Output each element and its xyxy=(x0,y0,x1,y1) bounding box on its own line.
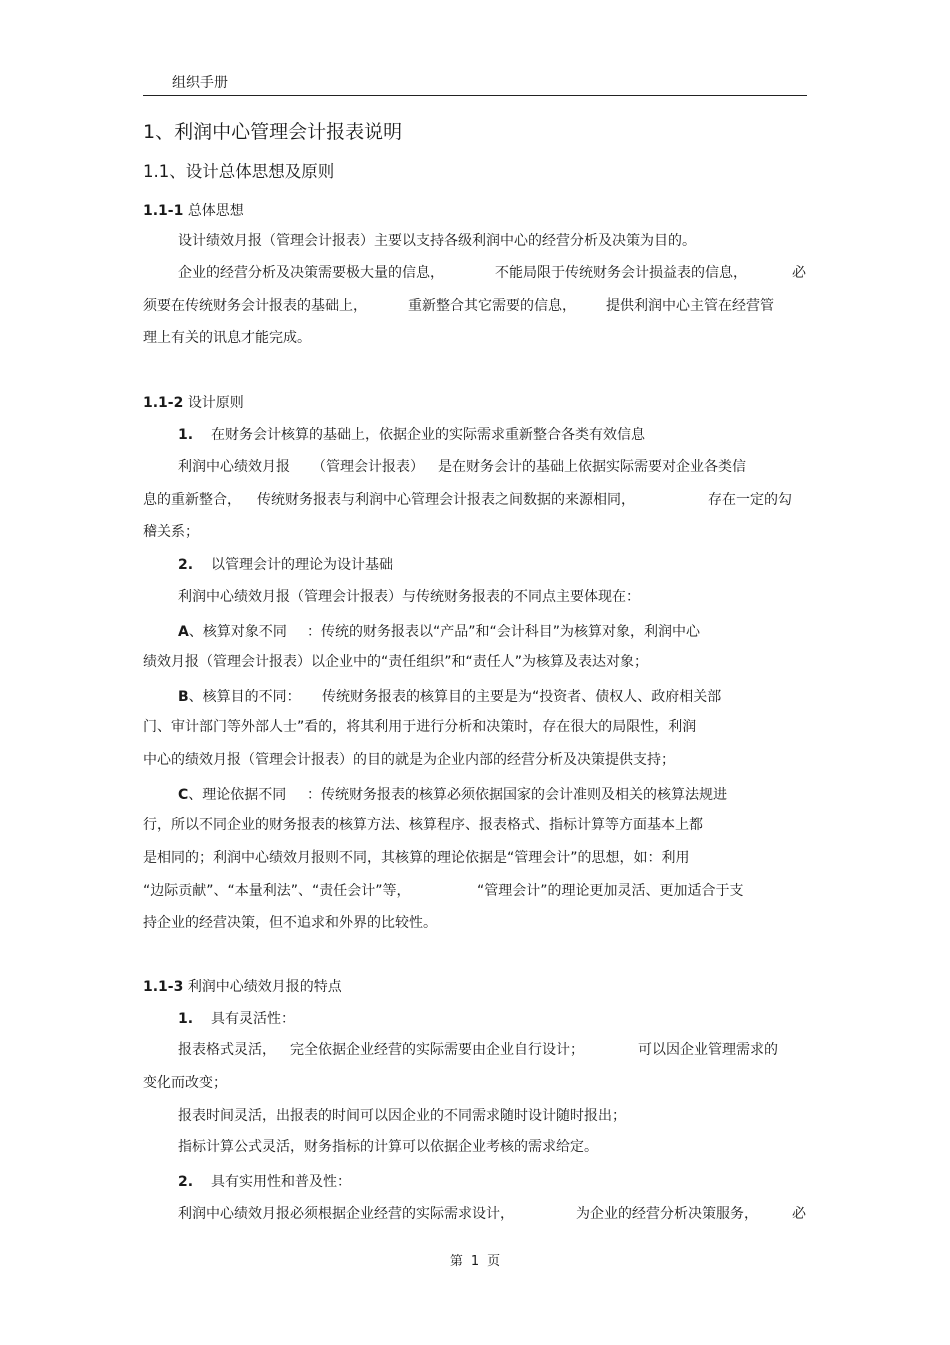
point-b-line: B、核算目的不同： xyxy=(178,689,301,705)
paragraph-line: 变化而改变； xyxy=(143,1075,227,1091)
paragraph-line: 持企业的经营决策，但不追求和外界的比较性。 xyxy=(143,915,437,931)
paragraph-line: 利润中心绩效月报必须根据企业经营的实际需求设计， xyxy=(178,1206,514,1222)
subsection-label: 利润中心绩效月报的特点 xyxy=(187,979,342,995)
list-number: 2. xyxy=(178,557,194,573)
paragraph-line: 存在一定的勾 xyxy=(708,492,792,508)
list-item xyxy=(178,426,645,444)
list-number: 1. xyxy=(178,427,194,443)
list-number: 1. xyxy=(178,1011,194,1027)
page-number-suffix: 页 xyxy=(487,1254,501,1269)
paragraph-line: 指标计算公式灵活，财务指标的计算可以依据企业考核的需求给定。 xyxy=(178,1139,598,1155)
list-item xyxy=(178,556,393,574)
subsection-label: 总体思想 xyxy=(187,203,244,219)
paragraph-line: 为企业的经营分析决策服务， xyxy=(576,1206,758,1222)
paragraph-line: 利润中心绩效月报（管理会计报表）与传统财务报表的不同点主要体现在： xyxy=(178,589,640,605)
paragraph-line: 利润中心绩效月报 xyxy=(178,459,290,475)
page-number-prefix: 第 xyxy=(449,1254,463,1269)
page-footer xyxy=(0,1250,950,1269)
list-text: 具有实用性和普及性： xyxy=(211,1174,351,1190)
subsection-heading-1-1-3 xyxy=(143,978,342,996)
subsection-heading-1-1-1 xyxy=(143,202,244,220)
paragraph-line: 行，所以不同企业的财务报表的核算方法、核算程序、报表格式、指标计算等方面基本上都 xyxy=(143,817,703,833)
paragraph-line: 中心的绩效月报（管理会计报表）的目的就是为企业内部的经营分析及决策提供支持； xyxy=(143,752,675,768)
paragraph-line: 必 xyxy=(792,1206,806,1222)
subsection-number: 1.1-3 xyxy=(143,979,184,995)
paragraph-line: ：传统的财务报表以“产品”和“会计科目”为核算对象，利润中心 xyxy=(307,624,701,640)
paragraph-line: 理上有关的讯息才能完成。 xyxy=(143,330,311,346)
paragraph-line: 报表时间灵活，出报表的时间可以因企业的不同需求随时设计随时报出； xyxy=(178,1108,626,1124)
paragraph-line: 报表格式灵活， xyxy=(178,1042,276,1058)
paragraph-line: 传统财务报表与利润中心管理会计报表之间数据的来源相同， xyxy=(257,492,635,508)
subsection-label: 设计原则 xyxy=(187,395,244,411)
paragraph-line: 稽关系； xyxy=(143,524,199,540)
paragraph-line: 须要在传统财务会计报表的基础上， xyxy=(143,298,367,314)
section-heading: 1.1、设计总体思想及原则 xyxy=(143,162,335,181)
list-text: 具有灵活性： xyxy=(211,1011,295,1027)
paragraph-line: 传统财务报表的核算目的主要是为“投资者、债权人、政府相关部 xyxy=(322,689,722,705)
paragraph-line: （管理会计报表） xyxy=(312,459,424,475)
paragraph-line: 完全依据企业经营的实际需要由企业自行设计； xyxy=(290,1042,584,1058)
point-letter: B xyxy=(178,689,189,705)
paragraph-line: 息的重新整合， xyxy=(143,492,241,508)
paragraph-line: 可以因企业管理需求的 xyxy=(638,1042,778,1058)
paragraph-line: “管理会计”的理论更加灵活、更加适合于支 xyxy=(477,883,744,899)
subsection-heading-1-1-2 xyxy=(143,394,244,412)
paragraph-line: ：传统财务报表的核算必须依据国家的会计准则及相关的核算法规进 xyxy=(307,787,727,803)
list-item xyxy=(178,1173,351,1191)
paragraph-line: 设计绩效月报（管理会计报表）主要以支持各级利润中心的经营分析及决策为目的。 xyxy=(178,233,696,249)
point-a-line: A、核算对象不同 xyxy=(178,624,287,640)
paragraph-line: 是在财务会计的基础上依据实际需要对企业各类信 xyxy=(438,459,746,475)
list-item xyxy=(178,1010,295,1028)
list-text: 以管理会计的理论为设计基础 xyxy=(211,557,393,573)
paragraph-line: 绩效月报（管理会计报表）以企业中的“责任组织”和“责任人”为核算及表达对象； xyxy=(143,654,649,670)
list-number: 2. xyxy=(178,1174,194,1190)
paragraph-line: “边际贡献”、“本量利法”、“责任会计”等， xyxy=(143,883,411,899)
paragraph-line: 不能局限于传统财务会计损益表的信息， xyxy=(495,265,747,281)
paragraph-line: 门、审计部门等外部人士”看的，将其利用于进行分析和决策时，存在很大的局限性，利润 xyxy=(143,719,697,735)
point-c-line: C、理论依据不同 xyxy=(178,787,287,803)
paragraph-line: 是相同的；利润中心绩效月报则不同，其核算的理论依据是“管理会计”的思想，如：利用 xyxy=(143,850,690,866)
subsection-number: 1.1-1 xyxy=(143,203,184,219)
point-letter: A xyxy=(178,624,189,640)
paragraph-line: 必 xyxy=(792,265,806,281)
subsection-number: 1.1-2 xyxy=(143,395,184,411)
point-letter: C xyxy=(178,787,189,803)
header-title: 组织手册 xyxy=(172,75,228,91)
page-header xyxy=(143,70,807,96)
page-number: 1 xyxy=(470,1254,480,1269)
document-title: 1、利润中心管理会计报表说明 xyxy=(143,121,403,143)
paragraph-line: 企业的经营分析及决策需要极大量的信息， xyxy=(178,265,444,281)
list-text: 在财务会计核算的基础上，依据企业的实际需求重新整合各类有效信息 xyxy=(211,427,645,443)
paragraph-line: 提供利润中心主管在经营管 xyxy=(606,298,774,314)
paragraph-line: 重新整合其它需要的信息， xyxy=(408,298,576,314)
